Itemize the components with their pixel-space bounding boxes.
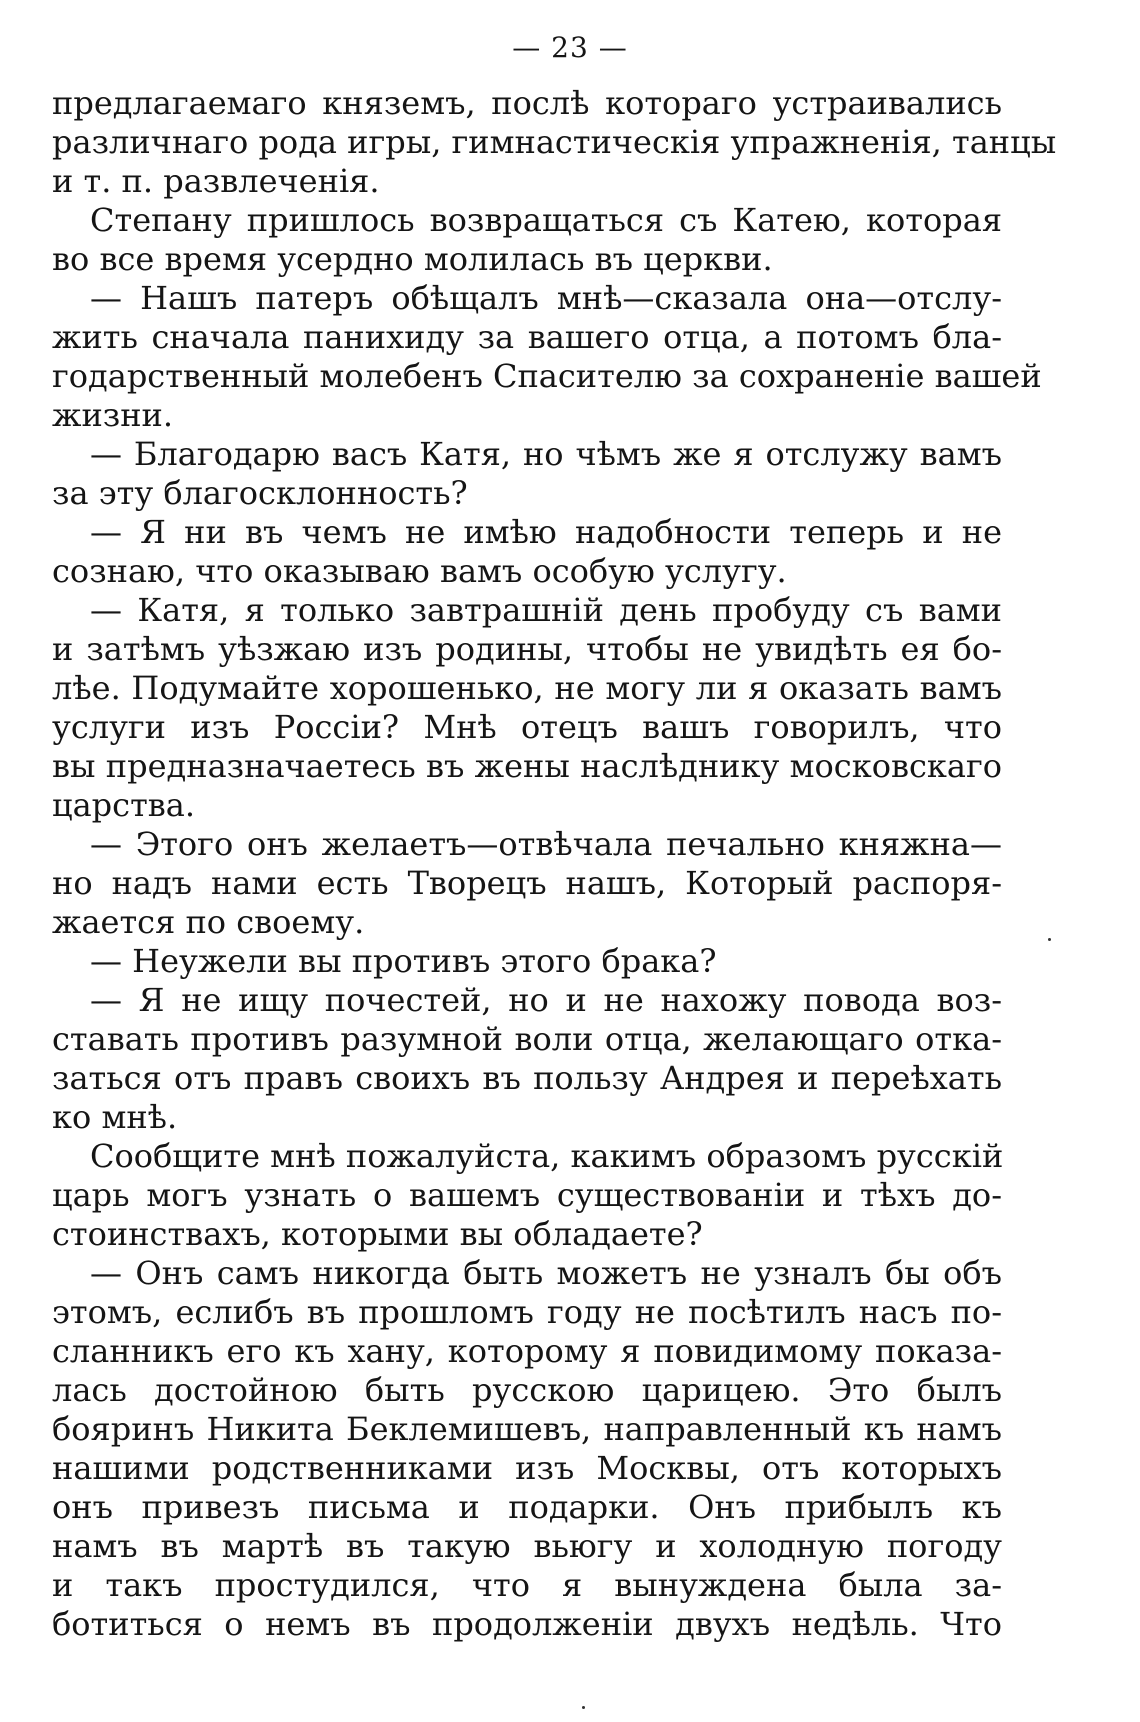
text-line: за эту благосклонность?: [52, 474, 468, 512]
text-line: годарственный молебенъ Спасителю за сохраненіе вашей: [52, 357, 1042, 395]
text-line: царь могъ узнать о вашемъ существованіи и тѣхъ до-: [52, 1176, 1002, 1214]
text-line: предлагаемаго княземъ, послѣ котораго устраивались: [52, 84, 1002, 122]
text-line: бояринъ Никита Беклемишевъ, направленный къ намъ: [52, 1410, 1002, 1448]
page-text: [52, 84, 1057, 1644]
text-line: этомъ, еслибъ въ прошломъ году не посѣтилъ насъ по-: [52, 1293, 1002, 1331]
text-line: стоинствахъ, которыми вы обладаете?: [52, 1215, 703, 1253]
dialogue-line: — Этого онъ желаетъ—отвѣчала печально княжна—: [90, 825, 1002, 863]
text-line: во все время усердно молилась въ церкви.: [52, 240, 773, 278]
text-line: лѣе. Подумайте хорошенько, не могу ли я оказать вамъ: [52, 669, 1002, 707]
text-line: и затѣмъ уѣзжаю изъ родины, чтобы не увидѣть ея бо-: [52, 630, 1002, 668]
text-line: сланникъ его къ хану, которому я повидимому показа-: [52, 1332, 1002, 1370]
text-line: царства.: [52, 786, 196, 824]
text-line: ботиться о немъ въ продолженіи двухъ недѣль. Что: [52, 1605, 1002, 1643]
dialogue-line: — Благодарю васъ Катя, но чѣмъ же я отслужу вамъ: [90, 435, 1002, 473]
text-line: нашими родственниками изъ Москвы, отъ которыхъ: [52, 1449, 1002, 1487]
text-line: ставать противъ разумной воли отца, желающаго отка-: [52, 1020, 1002, 1058]
paragraph-start-line: Сообщите мнѣ пожалуйста, какимъ образомъ русскій: [90, 1137, 1004, 1175]
dialogue-line: — Неужели вы противъ этого брака?: [90, 942, 717, 980]
text-line: и т. п. развлеченія.: [52, 162, 380, 200]
print-speck: [1048, 938, 1051, 941]
text-line: жается по своему.: [52, 903, 365, 941]
text-line: и такъ простудился, что я вынуждена была за-: [52, 1566, 1002, 1604]
text-line: услуги изъ Россіи? Мнѣ отецъ вашъ говорилъ, что: [52, 708, 1002, 746]
text-line: жить сначала панихиду за вашего отца, а потомъ бла-: [52, 318, 1002, 356]
dialogue-line: — Я ни въ чемъ не имѣю надобности теперь и не: [90, 513, 1002, 551]
text-line: заться отъ правъ своихъ въ пользу Андрея и переѣхать: [52, 1059, 1002, 1097]
text-line: сознаю, что оказываю вамъ особую услугу.: [52, 552, 787, 590]
page-number: — 23 —: [512, 31, 628, 64]
dialogue-line: — Онъ самъ никогда быть можетъ не узналъ бы объ: [90, 1254, 1002, 1292]
text-line: жизни.: [52, 396, 174, 434]
paragraph-start-line: Степану пришлось возвращаться съ Катею, которая: [90, 201, 1002, 239]
text-line: ко мнѣ.: [52, 1098, 178, 1136]
text-line: различнаго рода игры, гимнастическія упражненія, танцы: [52, 123, 1057, 161]
text-line: но надъ нами есть Творецъ нашъ, Который распоря-: [52, 864, 1002, 902]
dialogue-line: — Катя, я только завтрашній день пробуду съ вами: [90, 591, 1002, 629]
text-line: лась достойною быть русскою царицею. Это былъ: [52, 1371, 1002, 1409]
dialogue-line: — Я не ищу почестей, но и не нахожу повода воз-: [90, 981, 1002, 1019]
dialogue-line: — Нашъ патеръ обѣщалъ мнѣ—сказала она—отслу-: [90, 279, 1002, 317]
text-line: вы предназначаетесь въ жены наслѣднику московскаго: [52, 747, 1002, 785]
text-line: онъ привезъ письма и подарки. Онъ прибылъ къ: [52, 1488, 1002, 1526]
print-speck: [582, 1706, 585, 1709]
text-line: намъ въ мартѣ въ такую вьюгу и холодную погоду: [52, 1527, 1002, 1565]
